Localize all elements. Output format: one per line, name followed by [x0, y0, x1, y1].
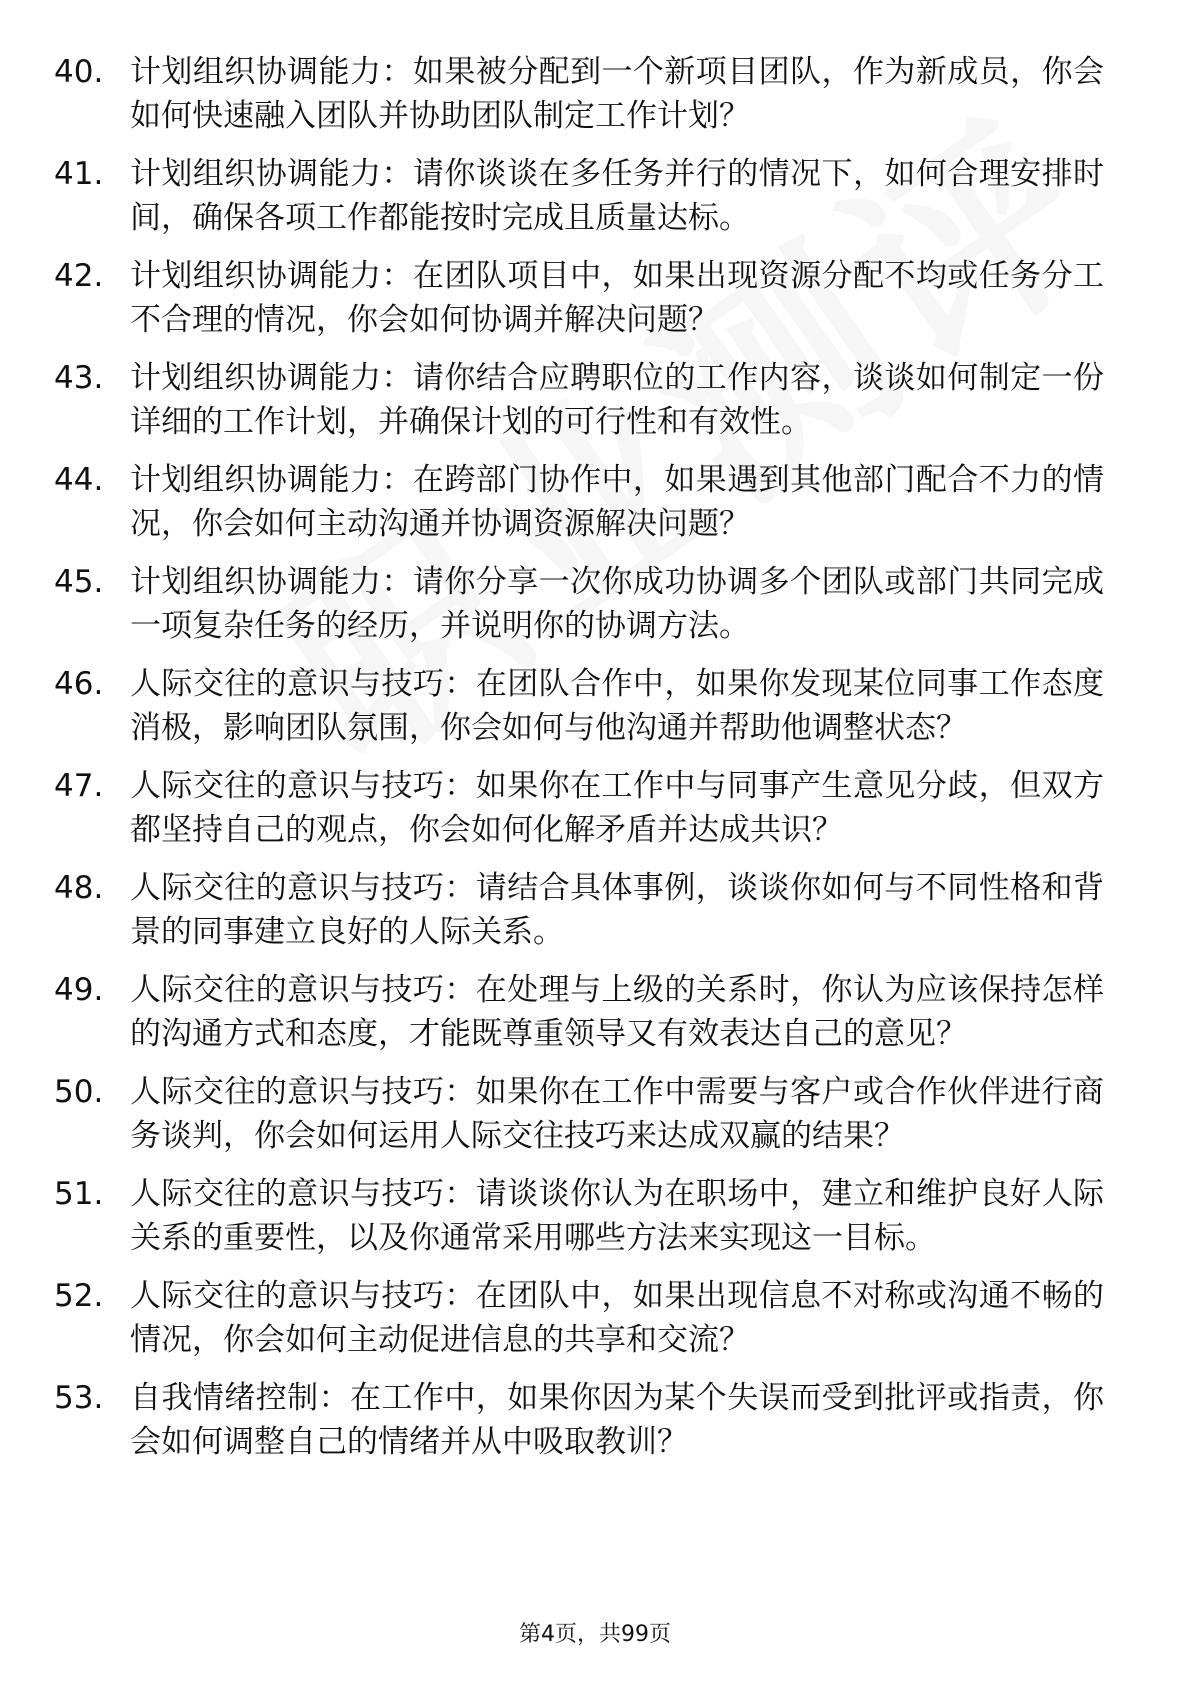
question-item [54, 1070, 1134, 1158]
question-text: 人际交往的意识与技巧：请结合具体事例，谈谈你如何与不同性格和背景的同事建立良好的人际关系。 [130, 870, 1104, 950]
question-item [54, 764, 1134, 852]
question-number: 49. [54, 972, 104, 1008]
question-number: 52. [54, 1278, 104, 1314]
question-number: 43. [54, 360, 104, 396]
question-item [54, 560, 1134, 648]
question-item [54, 254, 1134, 342]
question-text: 人际交往的意识与技巧：在团队合作中，如果你发现某位同事工作态度消极，影响团队氛围，你会如何与他沟通并帮助他调整状态？ [130, 666, 1104, 746]
question-list [54, 50, 1134, 1478]
question-number: 48. [54, 870, 104, 906]
question-number: 47. [54, 768, 104, 804]
question-text: 计划组织协调能力：请你分享一次你成功协调多个团队或部门共同完成一项复杂任务的经历，并说明你的协调方法。 [130, 564, 1104, 644]
question-text: 自我情绪控制：在工作中，如果你因为某个失误而受到批评或指责，你会如何调整自己的情绪并从中吸取教训？ [130, 1380, 1104, 1460]
question-text: 计划组织协调能力：请你结合应聘职位的工作内容，谈谈如何制定一份详细的工作计划，并确保计划的可行性和有效性。 [130, 360, 1104, 440]
question-number: 50. [54, 1074, 104, 1110]
question-number: 53. [54, 1380, 104, 1416]
question-item [54, 356, 1134, 444]
question-item [54, 968, 1134, 1056]
question-text: 计划组织协调能力：请你谈谈在多任务并行的情况下，如何合理安排时间，确保各项工作都能按时完成且质量达标。 [130, 156, 1104, 236]
question-item [54, 152, 1134, 240]
question-number: 41. [54, 156, 104, 192]
question-text: 人际交往的意识与技巧：在团队中，如果出现信息不对称或沟通不畅的情况，你会如何主动促进信息的共享和交流？ [130, 1278, 1104, 1358]
question-text: 计划组织协调能力：在团队项目中，如果出现资源分配不均或任务分工不合理的情况，你会如何协调并解决问题？ [130, 258, 1104, 338]
page-number: 第4页，共99页 [519, 1622, 671, 1647]
question-text: 计划组织协调能力：在跨部门协作中，如果遇到其他部门配合不力的情况，你会如何主动沟通并协调资源解决问题？ [130, 462, 1104, 542]
question-item [54, 662, 1134, 750]
question-text: 人际交往的意识与技巧：如果你在工作中与同事产生意见分歧，但双方都坚持自己的观点，你会如何化解矛盾并达成共识？ [130, 768, 1104, 848]
question-item [54, 458, 1134, 546]
question-number: 42. [54, 258, 104, 294]
question-text: 人际交往的意识与技巧：请谈谈你认为在职场中，建立和维护良好人际关系的重要性，以及你通常采用哪些方法来实现这一目标。 [130, 1176, 1104, 1256]
question-item [54, 50, 1134, 138]
question-number: 46. [54, 666, 104, 702]
question-number: 44. [54, 462, 104, 498]
question-item [54, 1274, 1134, 1362]
page-footer [0, 1620, 1190, 1650]
question-item [54, 1376, 1134, 1464]
question-number: 45. [54, 564, 104, 600]
question-text: 人际交往的意识与技巧：在处理与上级的关系时，你认为应该保持怎样的沟通方式和态度，才能既尊重领导又有效表达自己的意见？ [130, 972, 1104, 1052]
question-number: 51. [54, 1176, 104, 1212]
question-text: 计划组织协调能力：如果被分配到一个新项目团队，作为新成员，你会如何快速融入团队并协助团队制定工作计划？ [130, 54, 1104, 134]
question-text: 人际交往的意识与技巧：如果你在工作中需要与客户或合作伙伴进行商务谈判，你会如何运用人际交往技巧来达成双赢的结果？ [130, 1074, 1104, 1154]
question-item [54, 866, 1134, 954]
question-number: 40. [54, 54, 104, 90]
question-item [54, 1172, 1134, 1260]
